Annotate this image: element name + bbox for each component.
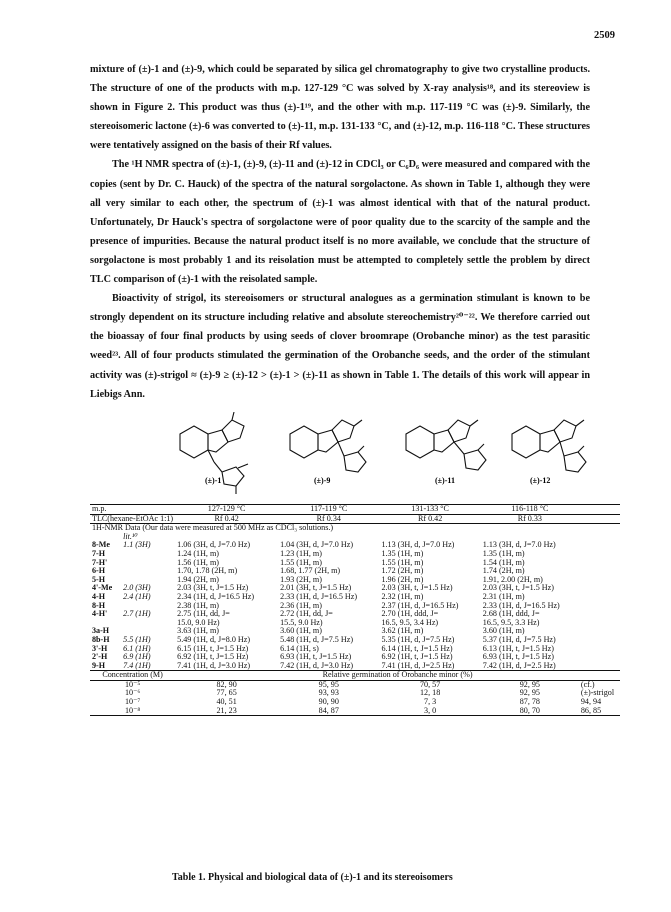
nmr-value: 6.14 (1H, t, J=1.5 Hz) xyxy=(381,643,453,653)
nmr-lit-value xyxy=(121,550,175,559)
mp-row xyxy=(90,505,620,515)
bio-value: 90, 90 xyxy=(318,697,339,707)
nmr-value: 5.37 (1H, d, J=7.5 Hz) xyxy=(482,634,556,644)
nmr-value: 2.03 (3H, t, J=1.5 Hz) xyxy=(482,583,554,593)
nmr-header: 1H-NMR Data (Our data were measured at 500 MHz as CDCl₃ solutions.) xyxy=(90,524,620,533)
tlc-value: Rf 0.33 xyxy=(481,514,579,524)
nmr-row xyxy=(90,541,620,550)
bio-reference: (±)-strigol xyxy=(580,688,615,698)
nmr-value: 1.70, 1.78 (2H, m) xyxy=(177,566,238,576)
structure-label-11: (±)-11 xyxy=(435,476,455,485)
nmr-lit-value: 1.1 (3H) xyxy=(123,540,151,550)
nmr-value: 1.13 (3H, d, J=7.0 Hz) xyxy=(381,540,455,550)
paragraph-2: The ¹H NMR spectra of (±)-1, (±)-9, (±)-11 and (±)-12 in CDCl₃ or C₆D₆ were measured and compared with the copies (sent by Dr. C. Hauck) of the spectra of the natural sorgolactone. As shown in Table 1, although they were all very similar to each other, the spectrum of (±)-1 was almost identical with that of the natural product. Unfortunately, Dr Hauck's spectra of sorgolactone were of poor quality due to the scarcity of the sample and the presence of impurities. Because the natural product itself is no more available, we conclude that the structure of sorgolactone is most probably 1 and its reisolation must be attempted to completely settle the problem by direct TLC comparison of (±)-1 with the reisolated sample. xyxy=(90,159,590,286)
nmr-value: 1.04 (3H, d, J=7.0 Hz) xyxy=(280,540,354,550)
mp-value: 127-129 °C xyxy=(175,505,278,515)
nmr-value: 6.93 (1H, t, J=1.5 Hz) xyxy=(280,652,352,662)
nmr-value: 15.5, 9.0 Hz) xyxy=(280,617,323,627)
mp-label: m.p. xyxy=(90,505,175,515)
nmr-value: 2.32 (1H, m) xyxy=(381,591,424,601)
table-spacer xyxy=(579,593,620,602)
nmr-value: 2.34 (1H, d, J=16.5 Hz) xyxy=(177,591,255,601)
bio-reference: 86, 85 xyxy=(579,707,620,716)
nmr-header-row xyxy=(90,524,620,533)
nmr-lit-value: 2.7 (1H) xyxy=(123,609,151,619)
nmr-value: 2.03 (3H, t, J=1.5 Hz) xyxy=(177,583,249,593)
nmr-proton-label: 4'-Me xyxy=(92,583,113,593)
bio-value: 12, 18 xyxy=(420,688,441,698)
nmr-value: 1.35 (1H, m) xyxy=(482,548,525,558)
nmr-row xyxy=(90,602,620,611)
nmr-value: 7.41 (1H, d, J=3.0 Hz) xyxy=(177,660,251,670)
table-spacer xyxy=(579,550,620,559)
nmr-value: 2.31 (1H, m) xyxy=(482,591,525,601)
nmr-proton-label: 3a-H xyxy=(92,626,110,636)
nmr-value: 3.60 (1H, m) xyxy=(280,626,322,636)
nmr-proton-label: 8-Me xyxy=(92,540,110,550)
structure-11-drawing xyxy=(406,420,486,470)
bio-value: 70, 57 xyxy=(379,680,480,689)
bio-row xyxy=(90,698,620,707)
nmr-value: 1.56 (1H, m) xyxy=(177,557,219,567)
bio-concentration: 10⁻⁸ xyxy=(90,707,175,716)
table-spacer xyxy=(579,559,620,568)
nmr-value: 6.92 (1H, t, J=1.5 Hz) xyxy=(177,652,249,662)
tlc-value: Rf 0.42 xyxy=(175,514,278,524)
table-spacer xyxy=(579,662,620,671)
data-table xyxy=(90,504,620,716)
bio-value: 95, 95 xyxy=(278,680,379,689)
nmr-value: 1.23 (1H, m) xyxy=(280,548,322,558)
nmr-value: 5.48 (1H, d, J=7.5 Hz) xyxy=(280,634,354,644)
article-body xyxy=(90,60,590,404)
nmr-value: 7.41 (1H, d, J=2.5 Hz) xyxy=(381,660,455,670)
bio-concentration: 10⁻⁵ xyxy=(90,680,175,689)
nmr-lit-value xyxy=(121,559,175,568)
table-spacer xyxy=(579,627,620,636)
nmr-value: 3.63 (1H, m) xyxy=(177,626,219,636)
nmr-value: 1.13 (3H, d, J=7.0 Hz) xyxy=(482,540,556,550)
nmr-value: 1.94 (2H, m) xyxy=(177,574,219,584)
nmr-value: 15.0, 9.0 Hz) xyxy=(177,617,220,627)
bio-value: 92, 95 xyxy=(519,688,540,698)
nmr-value: 1.24 (1H, m) xyxy=(177,548,219,558)
bio-row xyxy=(90,680,620,689)
nmr-row xyxy=(90,610,620,619)
nmr-proton-label: 7-H xyxy=(92,548,106,558)
nmr-value: 2.72 (1H, dd, J= xyxy=(280,609,333,619)
nmr-proton-label: 9-H xyxy=(92,660,106,670)
table-spacer xyxy=(579,541,620,550)
nmr-proton-label: 8b-H xyxy=(92,634,110,644)
bio-value: 40, 51 xyxy=(216,697,237,707)
nmr-value: 1.72 (2H, m) xyxy=(381,566,424,576)
nmr-value: 1.96 (2H, m) xyxy=(381,574,424,584)
bio-value: 77, 65 xyxy=(216,688,237,698)
nmr-value: 6.15 (1H, t, J=1.5 Hz) xyxy=(177,643,249,653)
nmr-value: 2.70 (1H, ddd, J= xyxy=(381,609,439,619)
nmr-value: 2.68 (1H, ddd, J= xyxy=(482,609,540,619)
nmr-value: 5.35 (1H, d, J=7.5 Hz) xyxy=(381,634,455,644)
table-spacer xyxy=(579,584,620,593)
bio-value: 92, 95 xyxy=(481,680,579,689)
nmr-value: 1.35 (1H, m) xyxy=(381,548,424,558)
bio-value: 3, 0 xyxy=(379,707,480,716)
bio-concentration: 10⁻⁷ xyxy=(124,697,141,707)
tlc-value: Rf 0.34 xyxy=(278,514,379,524)
bio-value: 21, 23 xyxy=(175,707,278,716)
nmr-value: 1.06 (3H, d, J=7.0 Hz) xyxy=(177,540,251,550)
nmr-row xyxy=(90,559,620,568)
mp-value: 117-119 °C xyxy=(278,505,379,515)
nmr-proton-label: 4-H xyxy=(92,591,106,601)
bio-value: 93, 93 xyxy=(318,688,339,698)
structure-label-9: (±)-9 xyxy=(314,476,331,485)
nmr-value: 1.68, 1.77 (2H, m) xyxy=(280,566,341,576)
nmr-proton-label: 4-H' xyxy=(92,609,108,619)
chemical-structures xyxy=(150,412,600,502)
nmr-value: 6.92 (1H, t, J=1.5 Hz) xyxy=(381,652,453,662)
nmr-value: 1.55 (1H, m) xyxy=(280,557,322,567)
nmr-value: 2.01 (3H, t, J=1.5 Hz) xyxy=(280,583,352,593)
bio-reference: (cf.) xyxy=(579,680,620,689)
table-spacer xyxy=(579,514,620,524)
table-spacer xyxy=(579,636,620,645)
nmr-value: 3.60 (1H, m) xyxy=(482,626,525,636)
table-spacer xyxy=(579,602,620,611)
structure-12-drawing xyxy=(512,420,586,472)
paragraph-3: Bioactivity of strigol, its stereoisomers or structural analogues as a germination stimulant is known to be strongly dependent on its structure including relative and absolute stereochemistry²⁰⁻²². We therefore carried out the bioassay of four final products by using seeds of clover broomrape (Orobanche minor) as the test parasitic weed²³. All of four products stimulated the germination of the Orobanche seeds, and the order of the stimulant activity was (±)-strigol ≈ (±)-9 ≥ (±)-12 > (±)-1 > (±)-11 as shown in Table 1. The details of this work will appear in Liebigs Ann. xyxy=(90,293,590,400)
nmr-lit-value: 5.5 (1H) xyxy=(123,634,151,644)
nmr-value: 3.62 (1H, m) xyxy=(381,626,424,636)
nmr-value: 5.49 (1H, d, J=8.0 Hz) xyxy=(177,634,251,644)
mp-value: 116-118 °C xyxy=(481,505,579,515)
nmr-proton-label: 7-H' xyxy=(92,557,108,567)
lit-header: lit.¹⁰ xyxy=(123,531,138,541)
bio-value: 87, 78 xyxy=(519,697,540,707)
nmr-row xyxy=(90,619,620,628)
bio-conc-header: Concentration (M) xyxy=(90,671,175,681)
page-number: 2509 xyxy=(594,30,615,41)
nmr-proton-label: 3'-H xyxy=(92,643,108,653)
nmr-value: 2.33 (1H, d, J=16.5 Hz) xyxy=(482,600,560,610)
bio-value: 7, 3 xyxy=(424,697,437,707)
nmr-value: 7.42 (1H, d, J=3.0 Hz) xyxy=(280,660,354,670)
structure-label-12: (±)-12 xyxy=(530,476,551,485)
bio-value: 82, 90 xyxy=(175,680,278,689)
nmr-lit-value: 2.4 (1H) xyxy=(123,591,151,601)
nmr-proton-label: 2'-H xyxy=(92,652,108,662)
table-spacer xyxy=(579,645,620,654)
table-caption: Table 1. Physical and biological data of (±)-1 and its stereoisomers xyxy=(172,872,453,883)
table-spacer xyxy=(579,653,620,662)
nmr-value: 6.14 (1H, s) xyxy=(280,643,319,653)
nmr-lit-value: 7.4 (1H) xyxy=(123,660,151,670)
nmr-lit-value xyxy=(121,619,175,628)
mp-value: 131-133 °C xyxy=(379,505,480,515)
nmr-lit-value: 6.1 (1H) xyxy=(123,643,151,653)
nmr-value: 7.42 (1H, d, J=2.5 Hz) xyxy=(482,660,556,670)
bio-row xyxy=(90,689,620,698)
table-spacer xyxy=(579,505,620,515)
bio-row xyxy=(90,707,620,716)
nmr-value: 2.36 (1H, m) xyxy=(280,600,322,610)
nmr-proton-label: 5-H xyxy=(92,574,106,584)
tlc-value: Rf 0.42 xyxy=(379,514,480,524)
table-spacer xyxy=(579,576,620,585)
table-spacer xyxy=(579,619,620,628)
nmr-value: 6.13 (1H, t, J=1.5 Hz) xyxy=(482,643,554,653)
nmr-value: 1.91, 2.00 (2H, m) xyxy=(482,574,543,584)
nmr-value: 16.5, 9.5, 3.3 Hz) xyxy=(482,617,540,627)
bio-header-row xyxy=(90,671,620,681)
nmr-value: 1.93 (2H, m) xyxy=(280,574,322,584)
nmr-value: 16.5, 9.5, 3.4 Hz) xyxy=(381,617,439,627)
bio-concentration: 10⁻⁶ xyxy=(124,688,141,698)
nmr-value: 2.75 (1H, dd, J= xyxy=(177,609,230,619)
structure-label-1: (±)-1 xyxy=(205,476,222,485)
table-spacer xyxy=(579,610,620,619)
nmr-lit-value: 6.9 (1H) xyxy=(123,652,151,662)
nmr-value: 2.03 (3H, t, J=1.5 Hz) xyxy=(381,583,453,593)
structure-9-drawing xyxy=(290,420,366,472)
nmr-lit-value: 2.0 (3H) xyxy=(123,583,151,593)
nmr-value: 2.38 (1H, m) xyxy=(177,600,219,610)
paragraph-1: mixture of (±)-1 and (±)-9, which could be separated by silica gel chromatography to give two crystalline products. The structure of one of the products with m.p. 127-129 °C was solved by X-ray analysis¹⁸, and its stereoview is shown in Figure 2. This product was thus (±)-1¹⁹, and the other with m.p. 117-119 °C was (±)-9. Similarly, the stereoisomeric lactone (±)-6 was converted to (±)-11, m.p. 131-133 °C, and (±)-12, m.p. 116-118 °C. These structures were tentatively assigned on the basis of their Rf values. xyxy=(90,64,590,152)
nmr-value: 2.37 (1H, d, J=16.5 Hz) xyxy=(381,600,459,610)
nmr-value: 6.93 (1H, t, J=1.5 Hz) xyxy=(482,652,554,662)
bio-value: 80, 70 xyxy=(481,707,579,716)
nmr-lit-value xyxy=(121,567,175,576)
nmr-proton-label: 8-H xyxy=(92,600,106,610)
tlc-label: TLC(hexane-EtOAc 1:1) xyxy=(92,513,174,523)
nmr-value: 1.74 (2H, m) xyxy=(482,566,525,576)
nmr-value: 1.55 (1H, m) xyxy=(381,557,424,567)
nmr-value: 2.33 (1H, d, J=16.5 Hz) xyxy=(280,591,358,601)
nmr-proton-label: 6-H xyxy=(92,566,106,576)
nmr-row xyxy=(90,550,620,559)
table-spacer xyxy=(579,567,620,576)
nmr-value: 1.54 (1H, m) xyxy=(482,557,525,567)
bio-reference: 94, 94 xyxy=(580,697,602,707)
bio-header: Relative germination of Orobanche minor (%) xyxy=(175,671,620,681)
bio-value: 84, 87 xyxy=(278,707,379,716)
